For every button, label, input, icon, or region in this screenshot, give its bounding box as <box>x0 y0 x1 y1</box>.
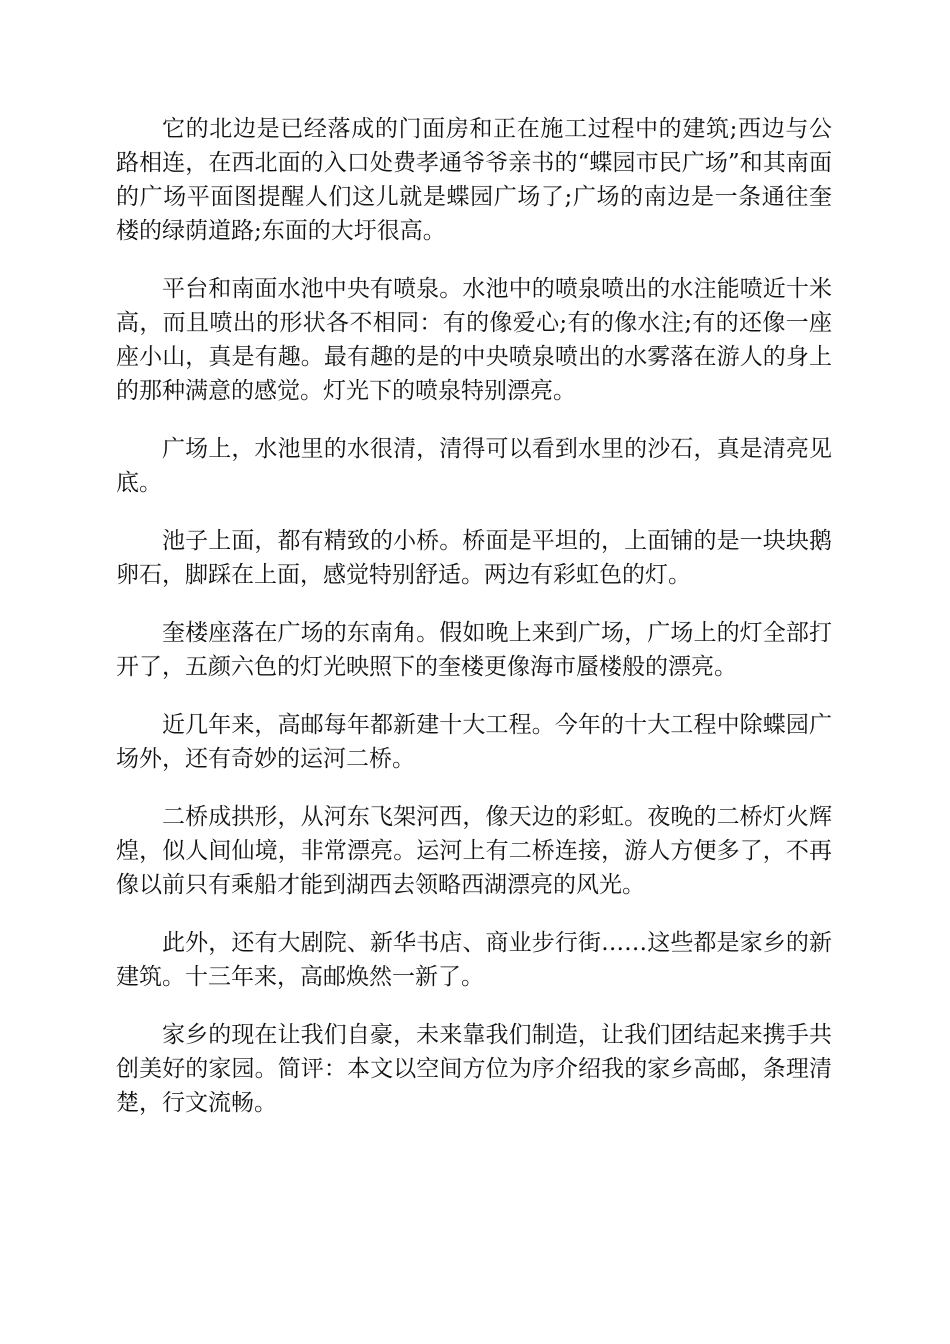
paragraph-1: 它的北边是已经落成的门面房和正在施工过程中的建筑;西边与公路相连，在西北面的入口处费孝通爷爷亲书的“蝶园市民广场”和其南面的广场平面图提醒人们这儿就是蝶园广场了;广场的南边是一条通往奎楼的绿荫道路;东面的大圩很高。 <box>116 116 832 244</box>
paragraph-8: 此外，还有大剧院、新华书店、商业步行街……这些都是家乡的新建筑。十三年来，高邮焕然一新了。 <box>116 930 832 990</box>
paragraph-3: 广场上，水池里的水很清，清得可以看到水里的沙石，真是清亮见底。 <box>116 436 832 496</box>
paragraph-4: 池子上面，都有精致的小桥。桥面是平坦的，上面铺的是一块块鹅卵石，脚踩在上面，感觉特别舒适。两边有彩虹色的灯。 <box>116 528 832 588</box>
paragraph-7: 二桥成拱形，从河东飞架河西，像天边的彩虹。夜晚的二桥灯火辉煌，似人间仙境，非常漂亮。运河上有二桥连接，游人方便多了，不再像以前只有乘船才能到湖西去领略西湖漂亮的风光。 <box>116 804 832 898</box>
paragraph-6: 近几年来，高邮每年都新建十大工程。今年的十大工程中除蝶园广场外，还有奇妙的运河二桥。 <box>116 712 832 772</box>
paragraph-2: 平台和南面水池中央有喷泉。水池中的喷泉喷出的水注能喷近十米高，而且喷出的形状各不相同：有的像爱心;有的像水注;有的还像一座座小山，真是有趣。最有趣的是的中央喷泉喷出的水雾落在游人的身上的那种满意的感觉。灯光下的喷泉特别漂亮。 <box>116 276 832 404</box>
document-body <box>116 112 832 1144</box>
paragraph-5: 奎楼座落在广场的东南角。假如晚上来到广场，广场上的灯全部打开了，五颜六色的灯光映照下的奎楼更像海市蜃楼般的漂亮。 <box>116 620 832 680</box>
paragraph-9: 家乡的现在让我们自豪，未来靠我们制造，让我们团结起来携手共创美好的家园。简评：本文以空间方位为序介绍我的家乡高邮，条理清楚，行文流畅。 <box>116 1022 832 1116</box>
